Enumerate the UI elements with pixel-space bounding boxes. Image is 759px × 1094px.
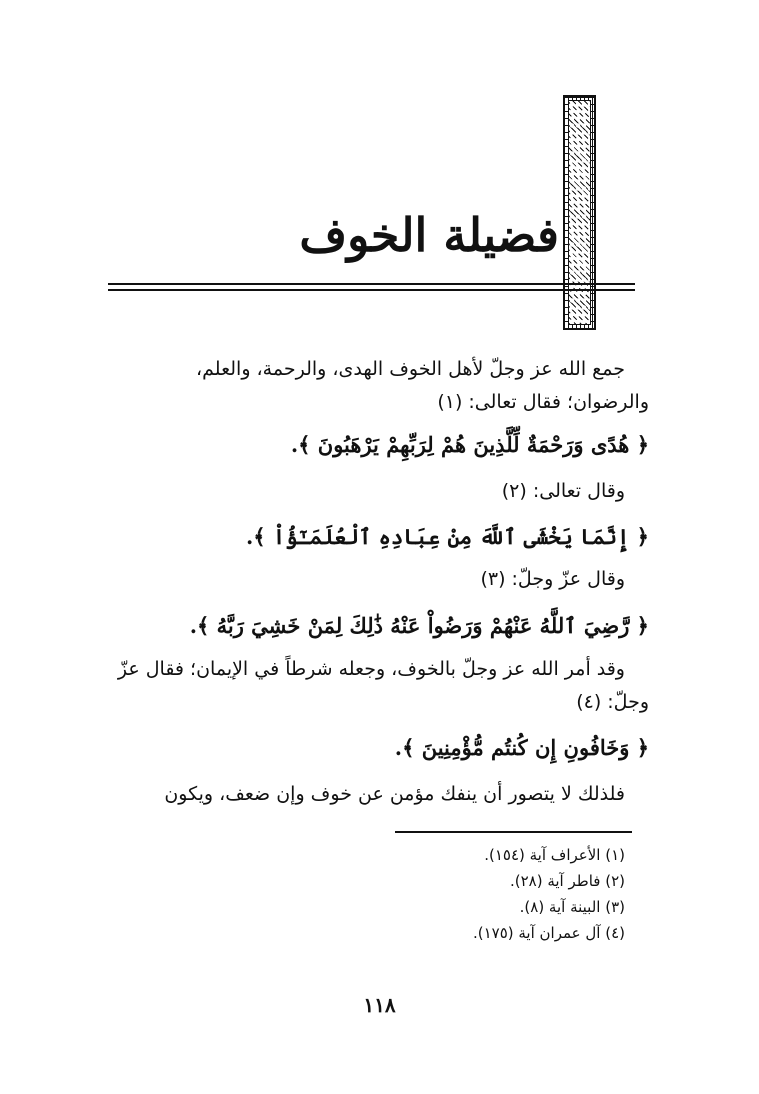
footnotes-list xyxy=(473,842,625,946)
footnote-separator xyxy=(395,831,632,833)
quran-verse-4: ﴿ وَخَافُونِ إِن كُنتُم مُّؤْمِنِينَ ﴾. xyxy=(394,735,649,760)
footnote-item: (٣) البينة آية (٨). xyxy=(519,898,625,916)
header-rule-bottom xyxy=(108,289,635,291)
ornamental-border-band xyxy=(563,95,596,330)
footnote-item: (٤) آل عمران آية (١٧٥). xyxy=(472,924,625,942)
paragraph-command: وقد أمر الله عز وجلّ بالخوف، وجعله شرطاً في الإيمان؛ فقال عزّ وجلّ: (٤) xyxy=(117,658,649,713)
quran-verse-2: ﴿ إِنَّمَا يَخْشَى ٱللَّهَ مِنْ عِبَادِهِ ٱلْعُلَمَـٰٓؤُاْ ﴾. xyxy=(245,524,649,549)
header-rule-top xyxy=(108,283,635,285)
footnote-item: (١) الأعراف آية (١٥٤). xyxy=(484,846,625,864)
footnote-item: (٢) فاطر آية (٢٨). xyxy=(509,872,625,890)
quran-verse-3: ﴿ رَّضِيَ ٱللَّهُ عَنْهُمْ وَرَضُواْ عَنْهُ ذَٰلِكَ لِمَنْ خَشِيَ رَبَّهُ ﴾. xyxy=(189,613,649,638)
chapter-title: فضيلة الخوف xyxy=(299,208,559,262)
verse-intro-3: وقال عزّ وجلّ: (٣) xyxy=(480,568,625,590)
page-number: ١١٨ xyxy=(363,993,396,1017)
verse-intro-2: وقال تعالى: (٢) xyxy=(501,480,625,502)
quran-verse-1: ﴿ هُدًى وَرَحْمَةٌ لِّلَّذِينَ هُمْ لِرَبِّهِمْ يَرْهَبُونَ ﴾. xyxy=(290,432,649,457)
paragraph-intro: جمع الله عز وجلّ لأهل الخوف الهدى، والرحمة، والعلم، والرضوان؛ فقال تعالى: (١) xyxy=(196,358,649,413)
paragraph-continuation: فلذلك لا يتصور أن ينفك مؤمن عن خوف وإن ضعف، ويكون xyxy=(164,783,625,805)
